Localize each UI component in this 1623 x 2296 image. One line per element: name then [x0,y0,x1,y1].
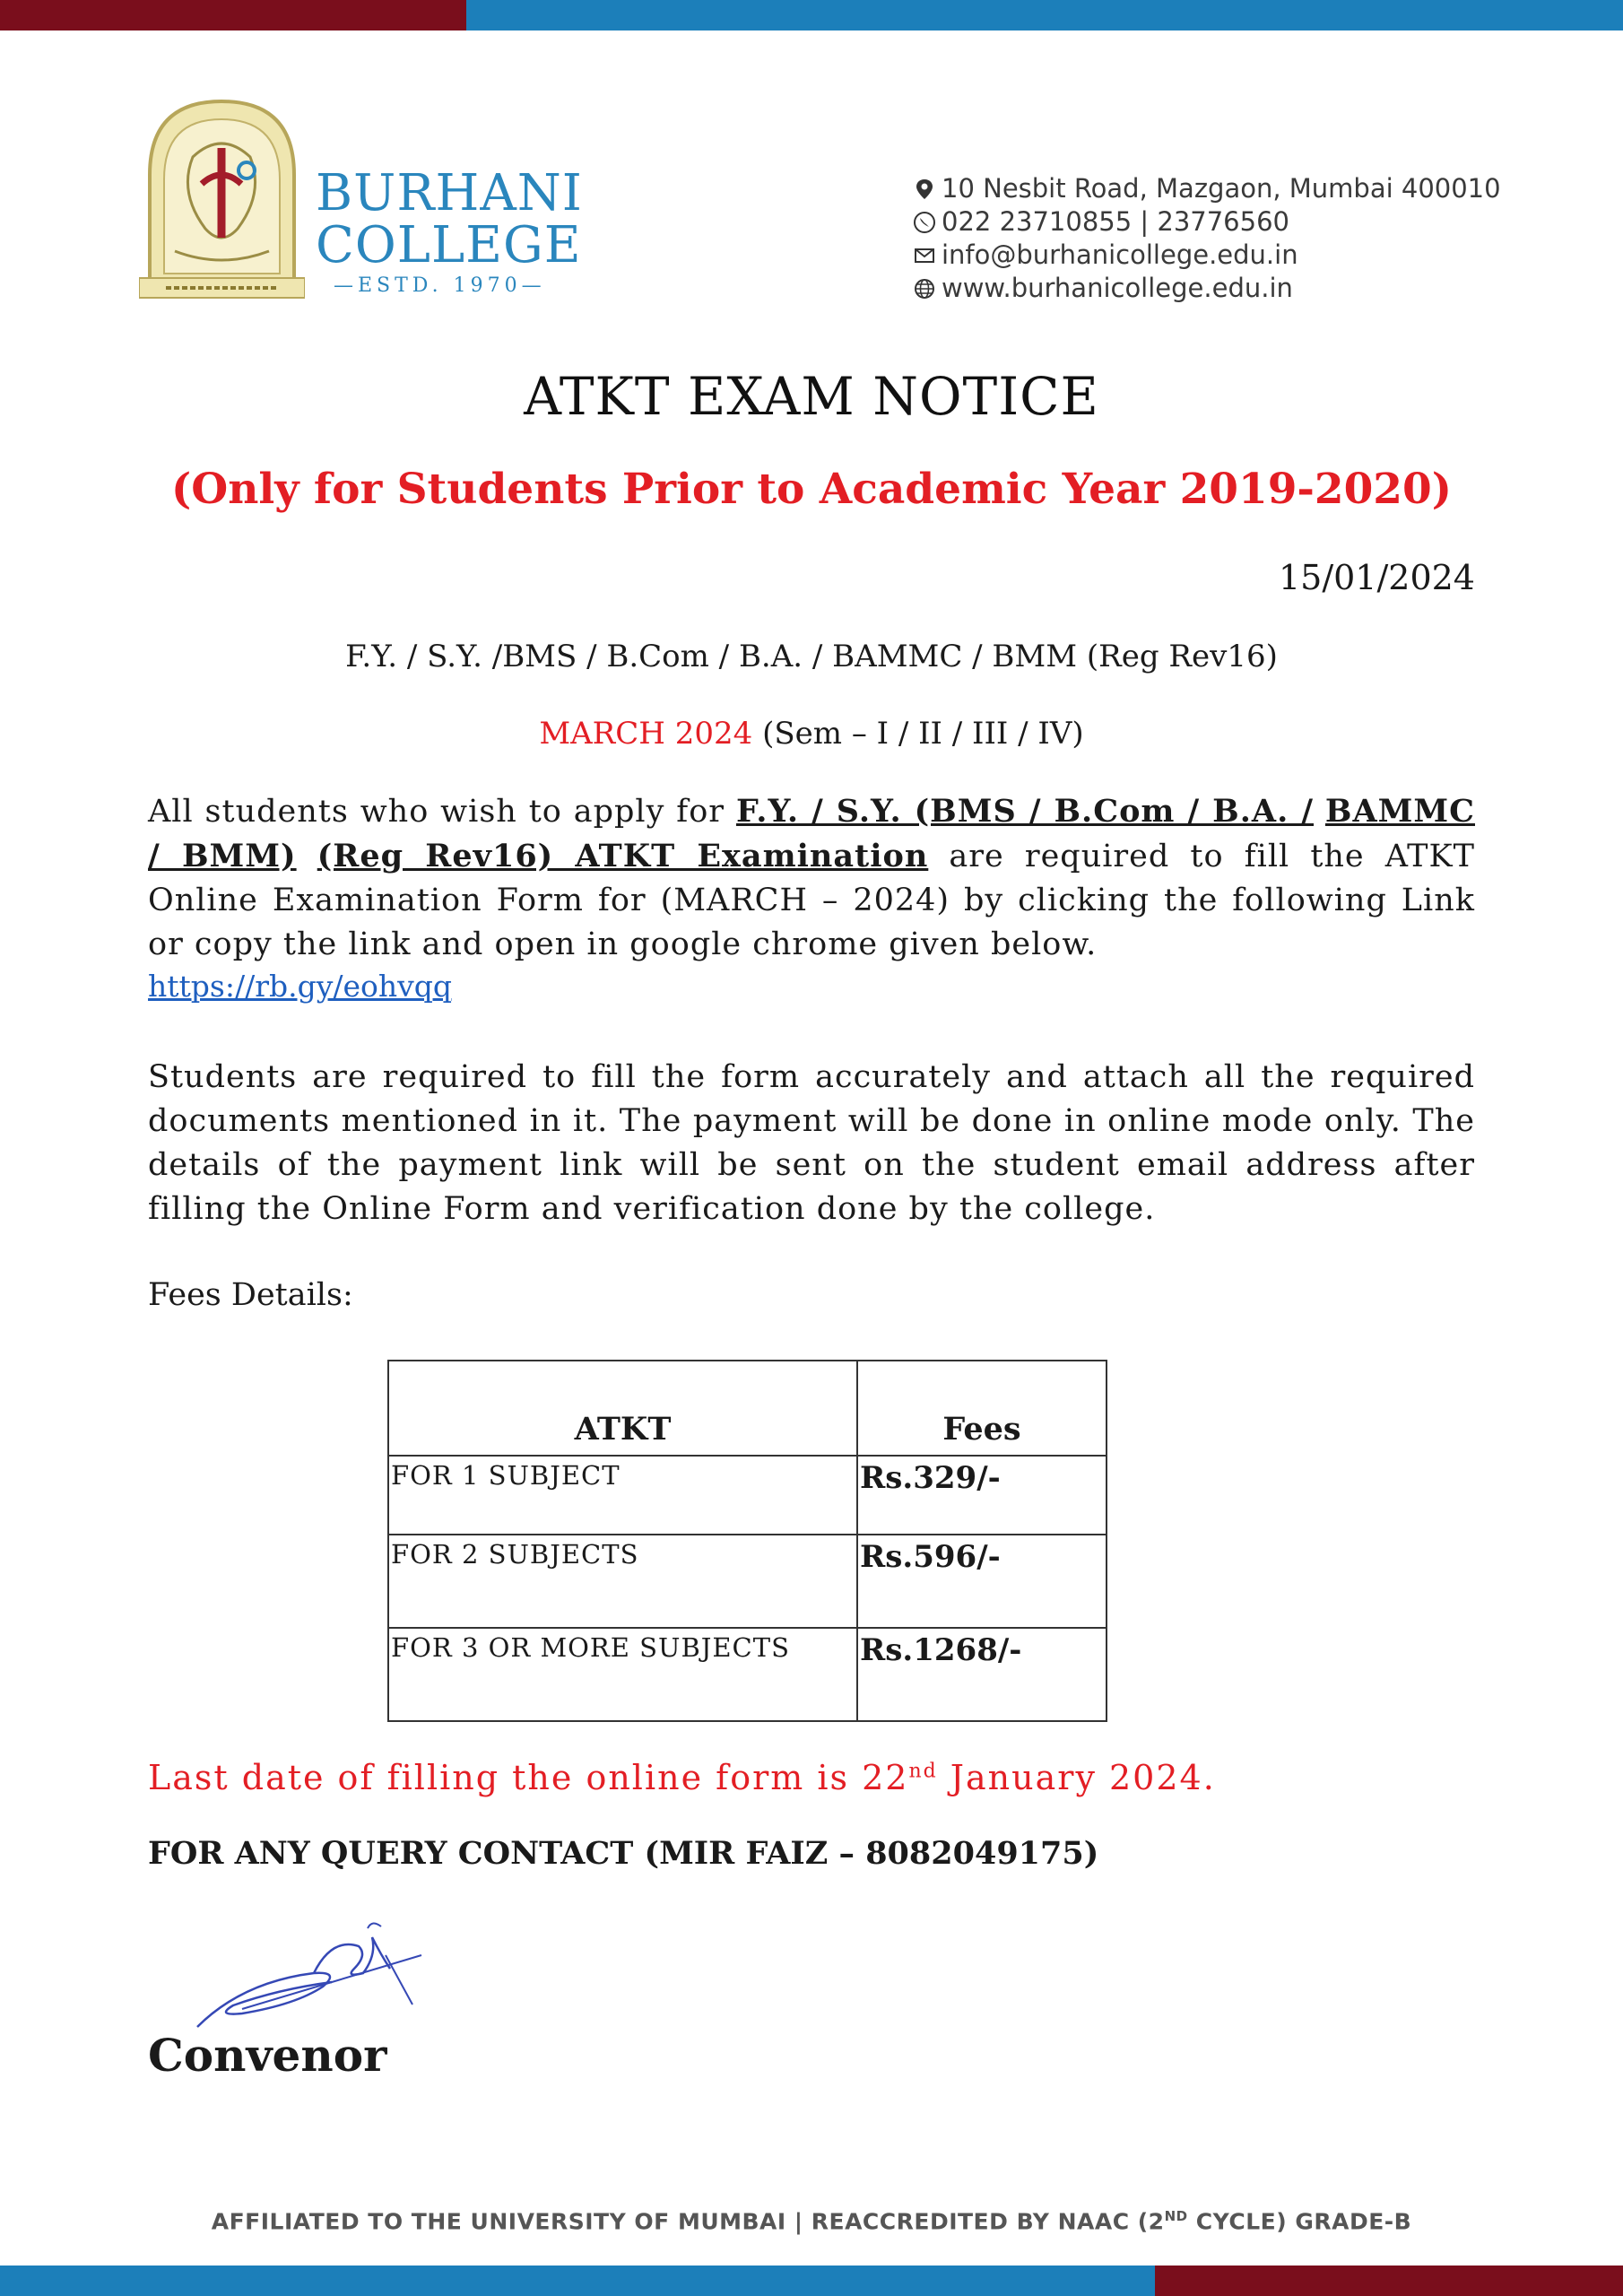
fees-label: Fees Details: [148,1277,353,1313]
table-header-row [388,1361,1107,1456]
last-date-month: January 2024. [937,1758,1216,1797]
notice-subtitle: (Only for Students Prior to Academic Year 2019-2020) [171,465,1452,514]
row-subjects: FOR 2 SUBJECTS [388,1535,857,1628]
footer-ordinal: ND [1164,2208,1188,2224]
established-year: —ESTD. 1970— [334,274,546,297]
row-fee: Rs.329/- [857,1456,1107,1535]
table-header-atkt: ATKT [388,1361,857,1456]
para1-rest: are required to fill the ATKT Online Examination Form for (MARCH – 2024) by clicking the following Link or copy the link and open in google chrome given below. [148,839,1475,962]
fees-table [387,1360,1107,1722]
phone-text: 022 23710855 | 23776560 [942,206,1289,237]
para1-intro: All students who wish to apply for [148,794,736,830]
email-text[interactable]: info@burhanicollege.edu.in [942,239,1298,270]
contact-website [913,275,1293,301]
last-date-text: Last date of filling the online form is 22 [148,1758,909,1797]
instructions-paragraph [148,789,1475,967]
last-date-ordinal: nd [908,1760,938,1783]
website-text[interactable]: www.burhanicollege.edu.in [942,273,1293,303]
contact-address [913,173,1501,204]
college-crest-logo [139,94,305,300]
signature [188,1919,430,2036]
exam-session [0,716,1623,752]
table-row [388,1628,1107,1721]
row-subjects: FOR 1 SUBJECT [388,1456,857,1535]
affiliation-footer [0,2208,1623,2234]
mail-icon [913,244,936,267]
row-fee: Rs.596/- [857,1535,1107,1628]
table-row [388,1456,1107,1535]
para1-space [1314,794,1325,830]
notice-title: ATKT EXAM NOTICE [524,366,1099,427]
contact-phone [913,206,1289,237]
top-bar-blue [466,0,1623,30]
phone-icon [913,211,936,234]
table-header-fees: Fees [857,1361,1107,1456]
exam-month: MARCH 2024 [539,716,753,752]
table-row [388,1535,1107,1628]
course-list: F.Y. / S.Y. /BMS / B.Com / B.A. / BAMMC / BMM (Reg Rev16) [345,639,1278,674]
para1-courses-bold: F.Y. / S.Y. (BMS / B.Com / B.A. / [735,793,1314,830]
row-fee: Rs.1268/- [857,1628,1107,1721]
footer-text: AFFILIATED TO THE UNIVERSITY OF MUMBAI | REACCREDITED BY NAAC (2 [211,2208,1165,2235]
bottom-bar-maroon [1155,2266,1623,2296]
signatory-title: Convenor [148,2029,387,2082]
payment-paragraph: Students are required to fill the form accurately and attach all the required documents mentioned in it. The payment will be done in online mode only. The details of the payment link will be sent on the student email address after filling the Online Form and verification done by the college. [148,1059,1475,1227]
brand-line-2: COLLEGE [316,216,582,274]
top-bar-maroon [0,0,466,30]
para1-exam-bold: (Reg Rev16) ATKT Examination [317,838,929,874]
brand-line-1: BURHANI [316,164,583,222]
notice-date: 15/01/2024 [1278,558,1475,597]
globe-icon [913,277,936,300]
application-form-link[interactable]: https://rb.gy/eohvqq [148,969,453,1004]
address-text: 10 Nesbit Road, Mazgaon, Mumbai 400010 [942,173,1501,204]
bottom-bar-blue [0,2266,1155,2296]
para1-courses-bold-2: BAMMC / BMM) [148,793,1475,874]
location-pin-icon [913,178,936,201]
row-subjects: FOR 3 OR MORE SUBJECTS [388,1628,857,1721]
query-contact: FOR ANY QUERY CONTACT (MIR FAIZ – 8082049175) [148,1835,1099,1872]
last-date-notice [148,1758,1216,1797]
footer-text-end: CYCLE) GRADE-B [1187,2208,1412,2235]
exam-semesters: (Sem – I / II / III / IV) [752,716,1084,752]
contact-email [913,239,1298,270]
